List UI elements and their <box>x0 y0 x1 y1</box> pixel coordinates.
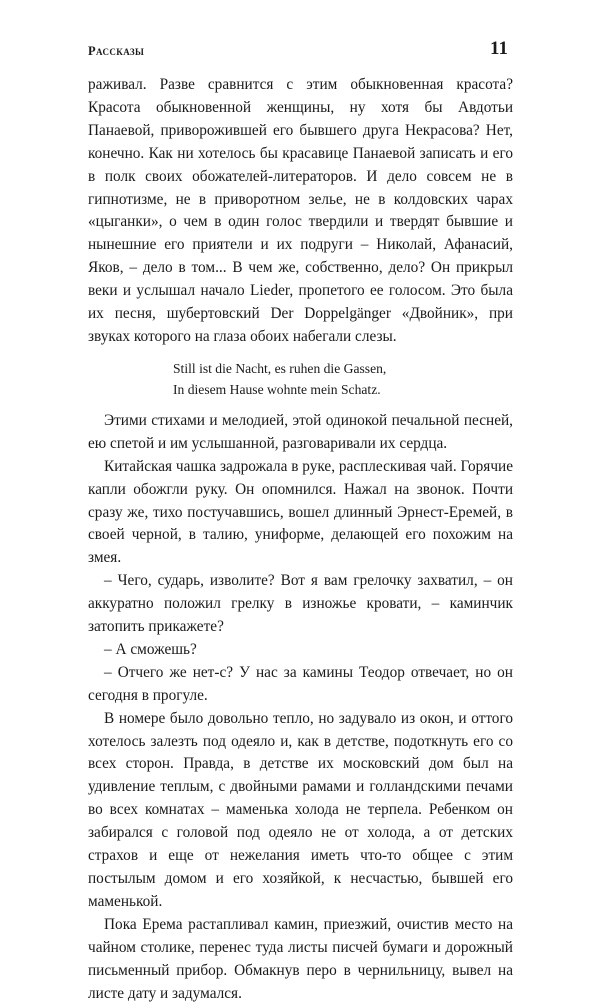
paragraph-7: В номере было довольно тепло, но задувало из окон, и оттого хотелось залезть под одеяло и, как в детстве, подоткнуть его со всех сторон. Правда, в детстве их московский дом был на удивление теплым, с двойными рамами и голландскими печами во всех комнатах – маменька холода не терпела. Ребенком он забирался с головой под одеяло не от холода, а от детских страхов и еще от нежелания иметь что-то общее с этим постылым домом и его хозяйкой, к несчастью, бывшей его маменькой. <box>88 709 513 910</box>
main-text <box>88 74 513 1005</box>
paragraph-1: раживал. Разве сравнится с этим обыкновенная красота? Красота обыкновенной женщины, ну хотя бы Авдотьи Панаевой, приворожившей его бывшего друга Некрасова? Нет, конечно. Как ни хотелось бы красавице Панаевой записать и его в полк своих обожателей-литераторов. И дело совсем не в гипнотизме, не в приворотном зелье, не в колдовских чарах «цыганки», о чем в один голос твердили и твердят бывшие и нынешние его приятели и их подруги – Николай, Афанасий, Яков, – дело в том... В чем же, собственно, дело? Он прикрыл веки и услышал начало Lieder, пропетого ее голосом. Это была их песня, шубертовский Der Doppelgänger «Двойник», при звуках которого на глаза обоих набегали слезы. <box>88 76 513 345</box>
paragraph-2: Этими стихами и мелодией, этой одинокой печальной песней, ею спетой и им услышанной, разговаривали их сердца. <box>88 411 513 452</box>
poem-quote <box>173 358 513 400</box>
paragraph-4: – Чего, сударь, изволите? Вот я вам грелочку захватил, – он аккуратно положил грелку в изножье кровати, – каминчик затопить прикажете? <box>88 572 513 636</box>
poem-line-1: Still ist die Nacht, es ruhen die Gassen, <box>173 360 387 376</box>
paragraph-5: – А сможешь? <box>104 640 197 658</box>
running-title: Рассказы <box>88 44 145 58</box>
poem-line-2: In diesem Hause wohnte mein Schatz. <box>173 381 381 397</box>
page-number: 11 <box>490 38 508 59</box>
paragraph-3: Китайская чашка задрожала в руке, расплескивая чай. Горячие капли обожгли руку. Он опомнился. Нажал на звонок. Почти сразу же, тихо постучавшись, вошел длинный Эрнест-Еремей, в своей черной, в талию, униформе, делающей его похожим на змея. <box>88 457 513 567</box>
paragraph-6: – Отчего же нет-с? У нас за камины Теодор отвечает, но он сегодня в прогуле. <box>88 663 513 704</box>
paragraph-8: Пока Ерема растапливал камин, приезжий, очистив место на чайном столике, перенес туда листы писчей бумаги и дорожный письменный прибор. Обмакнув перо в чернильницу, вывел на листе дату и задумался. <box>88 915 513 1002</box>
